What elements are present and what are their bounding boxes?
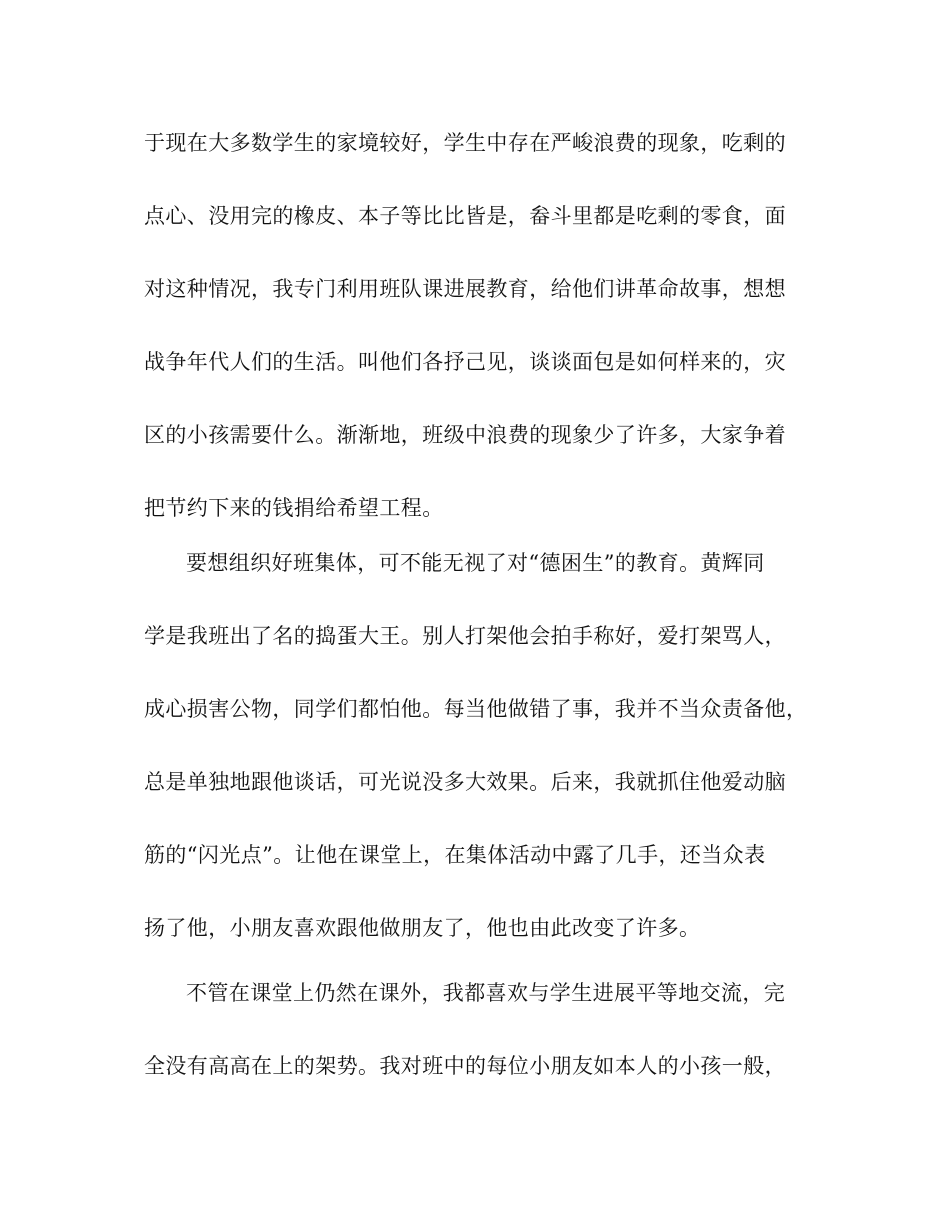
paragraph-first-line: 不管在课堂上仍然在课外，我都喜欢与学生进展平等地交流，完	[186, 981, 786, 1005]
text-line: 筋的“闪光点”。让他在课堂上，在集体活动中露了几手，还当众表	[144, 843, 766, 867]
text-line: 战争年代人们的生活。叫他们各抒己见，谈谈面包是如何样来的，灾	[144, 350, 786, 374]
text-line: 全没有高高在上的架势。我对班中的每位小朋友如本人的小孩一般，	[144, 1054, 786, 1078]
text-line: 于现在大多数学生的家境较好，学生中存在严峻浪费的现象，吃剩的	[144, 131, 786, 155]
text-line: 区的小孩需要什么。渐渐地，班级中浪费的现象少了许多，大家争着	[144, 423, 786, 447]
text-line: 点心、没用完的橡皮、本子等比比皆是，畚斗里都是吃剩的零食，面	[144, 204, 786, 228]
paragraph-first-line: 要想组织好班集体，可不能无视了对“德困生”的教育。黄辉同	[186, 551, 765, 575]
text-line: 学是我班出了名的捣蛋大王。别人打架他会拍手称好，爱打架骂人，	[144, 624, 786, 648]
text-line: 扬了他，小朋友喜欢跟他做朋友了，他也由此改变了许多。	[144, 916, 701, 940]
text-line: 成心损害公物，同学们都怕他。每当他做错了事，我并不当众责备他，	[144, 697, 808, 721]
text-line: 对这种情况，我专门利用班队课进展教育，给他们讲革命故事，想想	[144, 277, 786, 301]
text-line: 把节约下来的钱捐给希望工程。	[144, 496, 444, 520]
text-line: 总是单独地跟他谈话，可光说没多大效果。后来，我就抓住他爱动脑	[144, 770, 786, 794]
